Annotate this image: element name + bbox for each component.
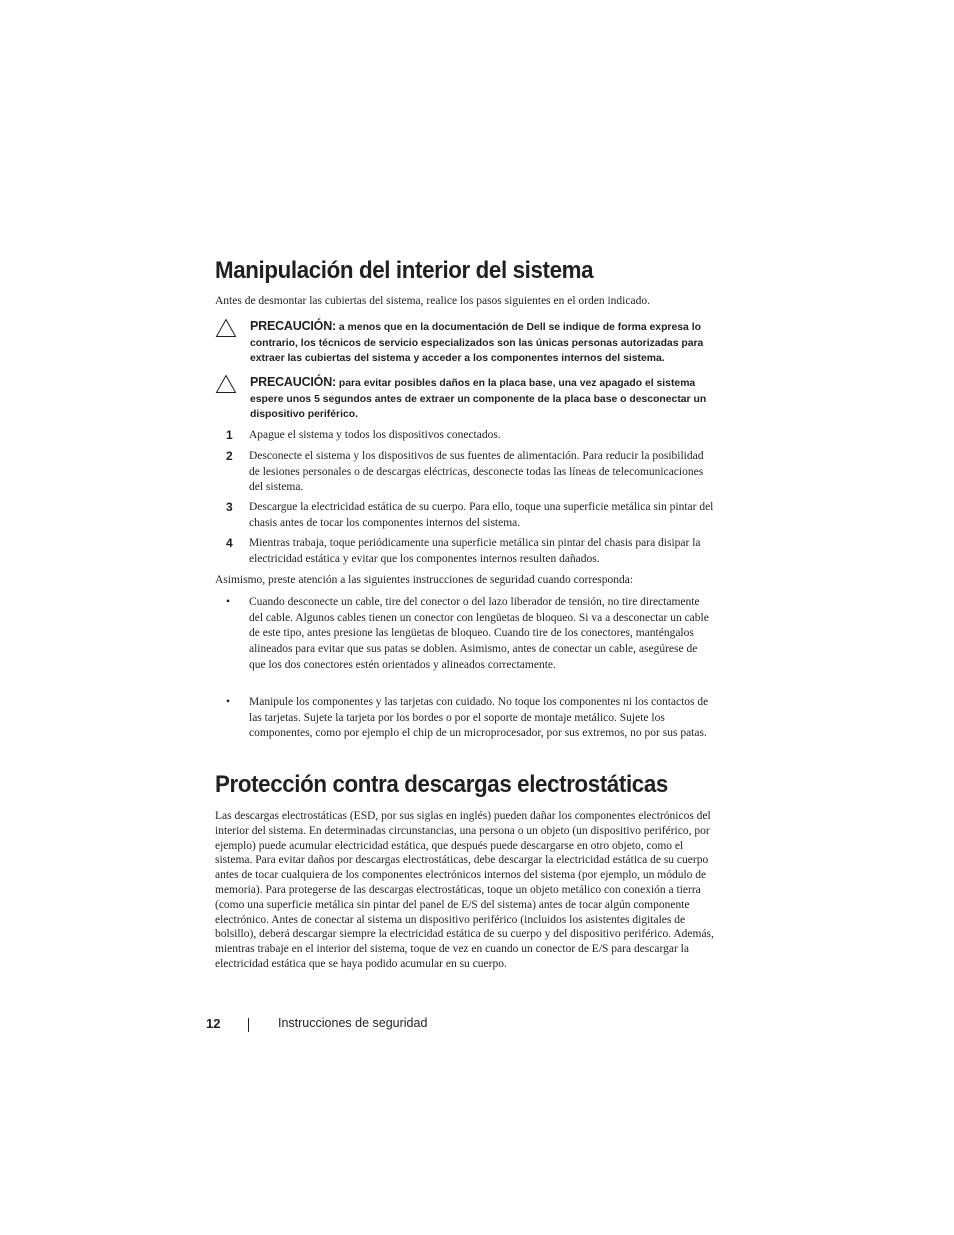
step-text: Desconecte el sistema y los dispositivos de sus fuentes de alimentación. Para reducir la posibilidad de lesiones personales o de descargas eléctricas, desconecte todas las líneas de telecomunicaciones del sistema. xyxy=(249,450,704,493)
bullet-text: Manipule los componentes y las tarjetas con cuidado. No toque los componentes ni los contactos de las tarjetas. Sujete la tarjeta por los bordes o por el soporte de montaje metálico. Sujete los componentes, como por ejemplo el chip de un microprocesador, por sus extremos, no por sus patas. xyxy=(249,696,709,740)
step-text: Descargue la electricidad estática de su cuerpo. Para ello, toque una superficie metálica sin pintar del chasis antes de tocar los componentes internos del sistema. xyxy=(249,501,714,529)
caution-label: PRECAUCIÓN: xyxy=(250,375,336,389)
step-text: Apague el sistema y todos los dispositivos conectados. xyxy=(249,429,501,441)
step-number: 1 xyxy=(226,428,233,442)
bullet-mark: • xyxy=(226,696,231,708)
esd-paragraph: Las descargas electrostáticas (ESD, por sus siglas en inglés) pueden dañar los componentes electrónicos del interior del sistema. En determinadas circunstancias, una persona o un objeto (un dispositivo periférico, por ejemplo) puede acumular electricidad estática, que después puede descargarse en otro objeto, como el sistema. Para evitar daños por descargas electrostáticas, debe descargar la electricidad estática de su cuerpo antes de tocar cualquiera de los componentes electrónicos internos del sistema (por ejemplo, un módulo de memoria). Para protegerse de las descargas electrostáticas, toque un objeto metálico con conexión a tierra (como una superficie metálica sin pintar del panel de E/S del sistema) antes de tocar algún componente electrónico. Antes de conectar al sistema un dispositivo periférico (incluidos los asistentes digitales de bolsillo), deberá descargar siempre la electricidad estática de su cuerpo y del dispositivo periférico. Además, mientras trabaje en el interior del sistema, toque de vez en cuando un conector de E/S para descargar la electricidad estática que se haya podido acumular en su cuerpo. xyxy=(215,810,714,970)
caution-label: PRECAUCIÓN: xyxy=(250,319,336,333)
caution-triangle-icon xyxy=(215,374,237,394)
intro-paragraph: Antes de desmontar las cubiertas del sistema, realice los pasos siguientes en el orden indicado. xyxy=(215,295,650,307)
caution-text: a menos que en la documentación de Dell se indique de forma expresa lo contrario, los técnicos de servicio especializados son las únicas personas autorizadas para extraer las cubiertas del sistema y acceder a los componentes internos del sistema. xyxy=(250,322,704,365)
step-number: 4 xyxy=(226,536,233,550)
step-number: 2 xyxy=(226,449,233,463)
page-number: 12 xyxy=(206,1016,221,1031)
bullet-mark: • xyxy=(226,596,231,608)
step-number: 3 xyxy=(226,500,233,514)
footer-doc-title: Instrucciones de seguridad xyxy=(278,1016,428,1030)
footer-separator xyxy=(248,1018,249,1032)
section-title-esd: Protección contra descargas electrostáticas xyxy=(215,771,668,798)
also-paragraph: Asimismo, preste atención a las siguientes instrucciones de seguridad cuando corresponda: xyxy=(215,574,634,586)
section-title-handling: Manipulación del interior del sistema xyxy=(215,257,594,284)
step-text: Mientras trabaja, toque periódicamente una superficie metálica sin pintar del chasis para disipar la electricidad estática y evitar que los componentes internos resulten dañados. xyxy=(249,537,701,565)
caution-triangle-icon xyxy=(215,318,237,338)
bullet-text: Cuando desconecte un cable, tire del conector o del lazo liberador de tensión, no tire directamente del cable. Algunos cables tienen un conector con lengüetas de bloqueo. Si va a desconectar un cable de este tipo, antes presione las lengüetas de bloqueo. Cuando tire de los conectores, manténgalos alineados para evitar que sus patas se doblen. Asimismo, antes de conectar un cable, asegúrese de que los dos conectores estén orientados y alineados correctamente. xyxy=(249,596,709,671)
caution-text: para evitar posibles daños en la placa base, una vez apagado el sistema espere unos 5 segundos antes de extraer un componente de la placa base o desconectar un dispositivo periférico. xyxy=(250,378,707,421)
